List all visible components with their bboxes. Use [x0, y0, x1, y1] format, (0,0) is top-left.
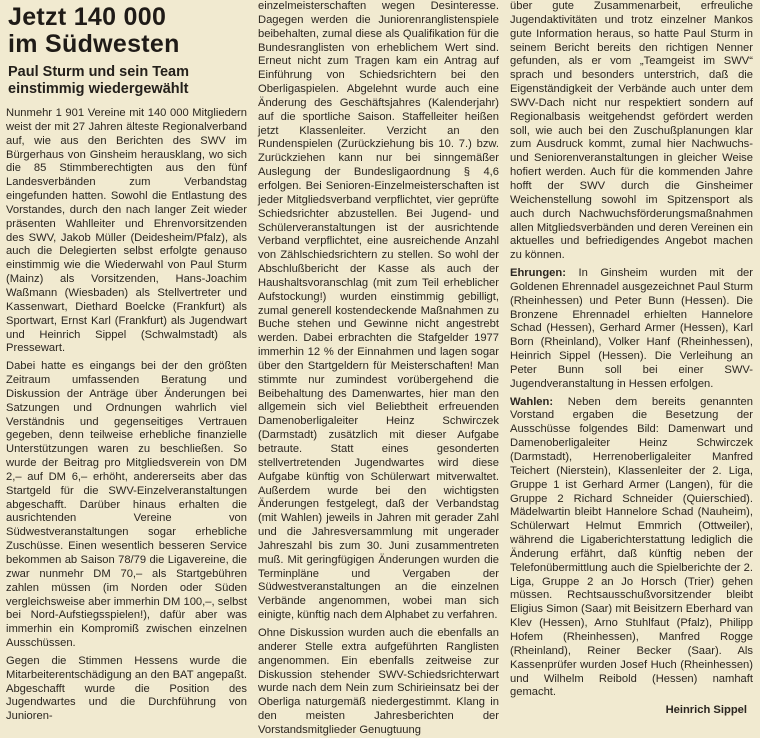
author-signature: Heinrich Sippel	[665, 704, 747, 717]
headline-line-1: Jetzt 140 000	[8, 3, 167, 31]
paragraph: über gute Zusammenarbeit, erfreuliche Jugendaktivitäten und trotz einzelner Mankos gute Information heraus, so hatte Paul Sturm in seinem Bericht bereits den richtigen Nenner gefunden, als er vom „Teamgeist im SWV“ sprach und besonders unterstrich, daß die Eigenständigkeit der Verbände auch unter dem SWV-Dach nicht nur respektiert sondern auf Regionalbasis weitgehendst gefördert werden soll, wie auch bei den Zuschußplanungen klar zum Ausdruck kommt, zumal hier Nachwuchs- und Seniorenveranstaltungen in gleicher Weise hofiert werden. Auch für die kommenden Jahre hofft der SWV durch die Ginsheimer Weichenstellung sowohl im Spitzensport als auch durch Nachwuchsförderungsmaßnahmen allen Mitgliedsverbänden und deren Vereinen ein aktuelles und befriedigendes Angebot machen zu können.	[510, 0, 753, 262]
headline	[8, 4, 247, 58]
section-label-wahlen: Wahlen:	[510, 395, 554, 408]
column-2	[258, 0, 499, 736]
paragraph: Dabei hatte es eingangs bei der den größten Zeitraum umfassenden Beratung und Diskussion der Anträge über Änderungen bei Satzungen und Ordnungen wahrlich viel Verständnis und gegenseitiges Vertrauen gegeben, denn teilweise erhebliche finanzielle Unterstützungen waren zu beschließen. So wurde der Beitrag pro Mitgliedsverein von DM 2,– auf DM 6,– erhöht, andererseits aber das Startgeld für die SWV-Einzelveranstaltungen abgeschafft. Darüber hinaus erhalten die ausrichtenden Vereine von Südwestveranstaltungen sogar erhebliche Zuschüsse. Einen wesentlich besseren Service bekommen ab Saison 78/79 die Ligavereine, die zwar nunmehr DM 70,– als Startgebühren zahlen müssen (im Norden oder Süden vergleichsweise aber immerhin DM 100,–, selbst bei Nord-Aufstiegsspielen!), dafür aber was immerhin ein Kompromiß zwischen einzelnen Ausschüssen.	[6, 360, 247, 650]
paragraph: Nunmehr 1 901 Vereine mit 140 000 Mitgliedern weist der mit 27 Jahren älteste Regionalverband auf, wie aus den Berichten des SWV im Bürgerhaus von Ginsheim herausklang, wo sich die 85 Stimmberechtigten aus den fünf Landesverbänden zum Verbandstag eingefunden hatten. Sowohl die Entlastung des Vorstandes, durch den nach langer Zeit wieder präsenten Wahlleiter und Ehrenvorsitzenden des SWV, Jakob Müller (Deidesheim/Pfalz), als auch die Delegierten selbst erfolgte genauso einstimmig wie die Wiederwahl von Paul Sturm (Mainz) als Vorsitzenden, Hans-Joachim Waßmann (Wiesbaden) als Stellvertreter und Kassenwart, Diethard Boelcke (Frankfurt) als Sportwart, Ernst Karl (Frankfurt) als Jugendwart und Heinrich Sippel (Schwalmstadt) als Pressewart.	[6, 107, 247, 355]
headline-line-2: im Südwesten	[8, 30, 180, 58]
subheadline-line-2: einstimmig wiedergewählt	[8, 81, 189, 97]
paragraph-text: Neben dem bereits genannten Vorstand ergaben die Besetzung der Ausschüsse folgendes Bild: Damenwart und Damenoberligaleiter Heinz Schwirczek (Darmstadt), Herrenoberligaleiter Manfred Teichert (Nierstein), Klassenleiter der 2. Liga, Gruppe 1 ist Gerhard Armer (Langen), für die Gruppe 2 Richard Schneider (Quierschied). Mädelwartin bleibt Hannelore Schad (Nauheim), Schülerwart Helmut Emmrich (Ottweiler), während die Ligaberichterstattung lediglich die Änderung erfährt, daß künftig neben der Telefonübermittlung auch die Spielberichte der 2. Liga, Gruppe 2 an Jo Horsch (Trier) gehen müssen. Rechtsausschußvorsitzender bleibt Eligius Simon (Saar) mit Beisitzern Eberhard van Klev (Hessen), Arno Stuhlfaut (Pfalz), Philipp Hofem (Rheinhessen), Manfred Rogge (Rheinland), Reiner Becker (Saar). Als Kassenprüfer wurden Josef Huch (Rheinhessen) und Wilhelm Reibold (Hessen) namhaft gemacht.	[510, 395, 753, 699]
section-label-ehrungen: Ehrungen:	[510, 267, 566, 280]
paragraph: Gegen die Stimmen Hessens wurde die Mitarbeiterentschädigung an den BAT angepaßt. Abgeschafft wurde die Position des Jugendwartes und die Durchführung von Junioren-	[6, 654, 247, 723]
paragraph-ehrungen	[510, 267, 753, 392]
paragraph: einzelmeisterschaften wegen Desinteresse. Dagegen werden die Juniorenranglistenspiele beibehalten, zumal diese als Qualifikation für die Bundesranglisten von erheblichem Wert sind. Erneut nicht zum Tragen kam ein Antrag auf Einführung von Schiedsrichtern bei den Oberligaspielen. Abgelehnt wurde auch eine Änderung des Geschäftsjahres (Kalenderjahr) auf die sportliche Saison. Staffelleiter heißen jetzt Klassenleiter. Verzicht an den Rundenspielen (Zurückziehung bis 10. 7.) bzw. Zurückziehen kann nur bei sinngemäßer Auslegung der Bundesligaordnung § 4,6 erfolgen. Bei Senioren-Einzelmeisterschaften ist jeder Mitgliedsverband verpflichtet, vier geprüfte Schiedsrichter abzustellen. Bei Jugend- und Schülerveranstaltungen ist der ausrichtende Verband verpflichtet, eine ausreichende Anzahl von Zählschiedsrichtern zu stellen. So wohl der Abschlußbericht der Kasse als auch der Haushaltsvoranschlag (mit zum Teil erheblicher Aufstockung!) wurden einstimmig gebilligt, zumal generell kostendeckende Maßnahmen zu Buche stehen und Gewinne nicht angestrebt werden. Dabei erbrachten die Stafgelder 1977 immerhin 12 % der Einnahmen und lagen sogar über den Startgeldern für Meisterschaften! Man stimmte nur zumindest vorübergehend die Beibehaltung des Damenwartes, hier man den allgemein sich viel Beliebtheit erfreuenden Damenoberligaleiter Heinz Schwirczek (Darmstadt) zusätzlich mit dieser Aufgabe betraute. Statt eines gesonderten stellvertretenden Jugendwartes wird diese Aufgabe künftig von Schülerwart mitverwaltet. Außerdem wurde bei den wichtigsten Änderungen festgelegt, daß der Verbandstag (mit Wahlen) jeweils in Jahren mit gerader Zahl und die Jahresversammlung mit ungerader Jahreszahl bis zum 30. Juni zusammentreten muß. Mit geringfügigen Änderungen wurden die Terminpläne und Vergaben der Südwestveranstaltungen an die einzelnen Verbände angenommen, wobei man sich einigte, künftig nach dem Alphabet zu verfahren.	[258, 0, 499, 622]
subheadline-line-1: Paul Sturm und sein Team	[8, 64, 190, 80]
paragraph-text: In Ginsheim wurden mit der Goldenen Ehrennadel ausgezeichnet Paul Sturm (Rheinhessen) und Peter Bunn (Hessen). Die Bronzene Ehrennadel erhielten Hannelore Schad (Hessen), Gerhard Armer (Hessen), Karl Born (Rheinland), Volker Hanf (Rheinhessen), Heinrich Sippel (Hessen). Die Verleihung an Peter Bunn soll bei einer SWV-Jugendveranstaltung in Hessen erfolgen.	[510, 267, 753, 390]
paragraph: Ohne Diskussion wurden auch die ebenfalls an anderer Stelle extra aufgeführten Ranglisten angenommen. Ein ebenfalls zeitweise zur Diskussion stehender SWV-Schiedsrichterwart wurde nach dem Nein zum Schirieinsatz bei der Oberliga naturgemäß niedergestimmt. Klang in den meisten Jahresberichten der Vorstandsmitglieder Genugtuung	[258, 626, 499, 736]
column-3	[510, 0, 753, 717]
subheadline	[8, 64, 247, 98]
column-1	[6, 3, 247, 723]
paragraph-wahlen	[510, 396, 753, 701]
